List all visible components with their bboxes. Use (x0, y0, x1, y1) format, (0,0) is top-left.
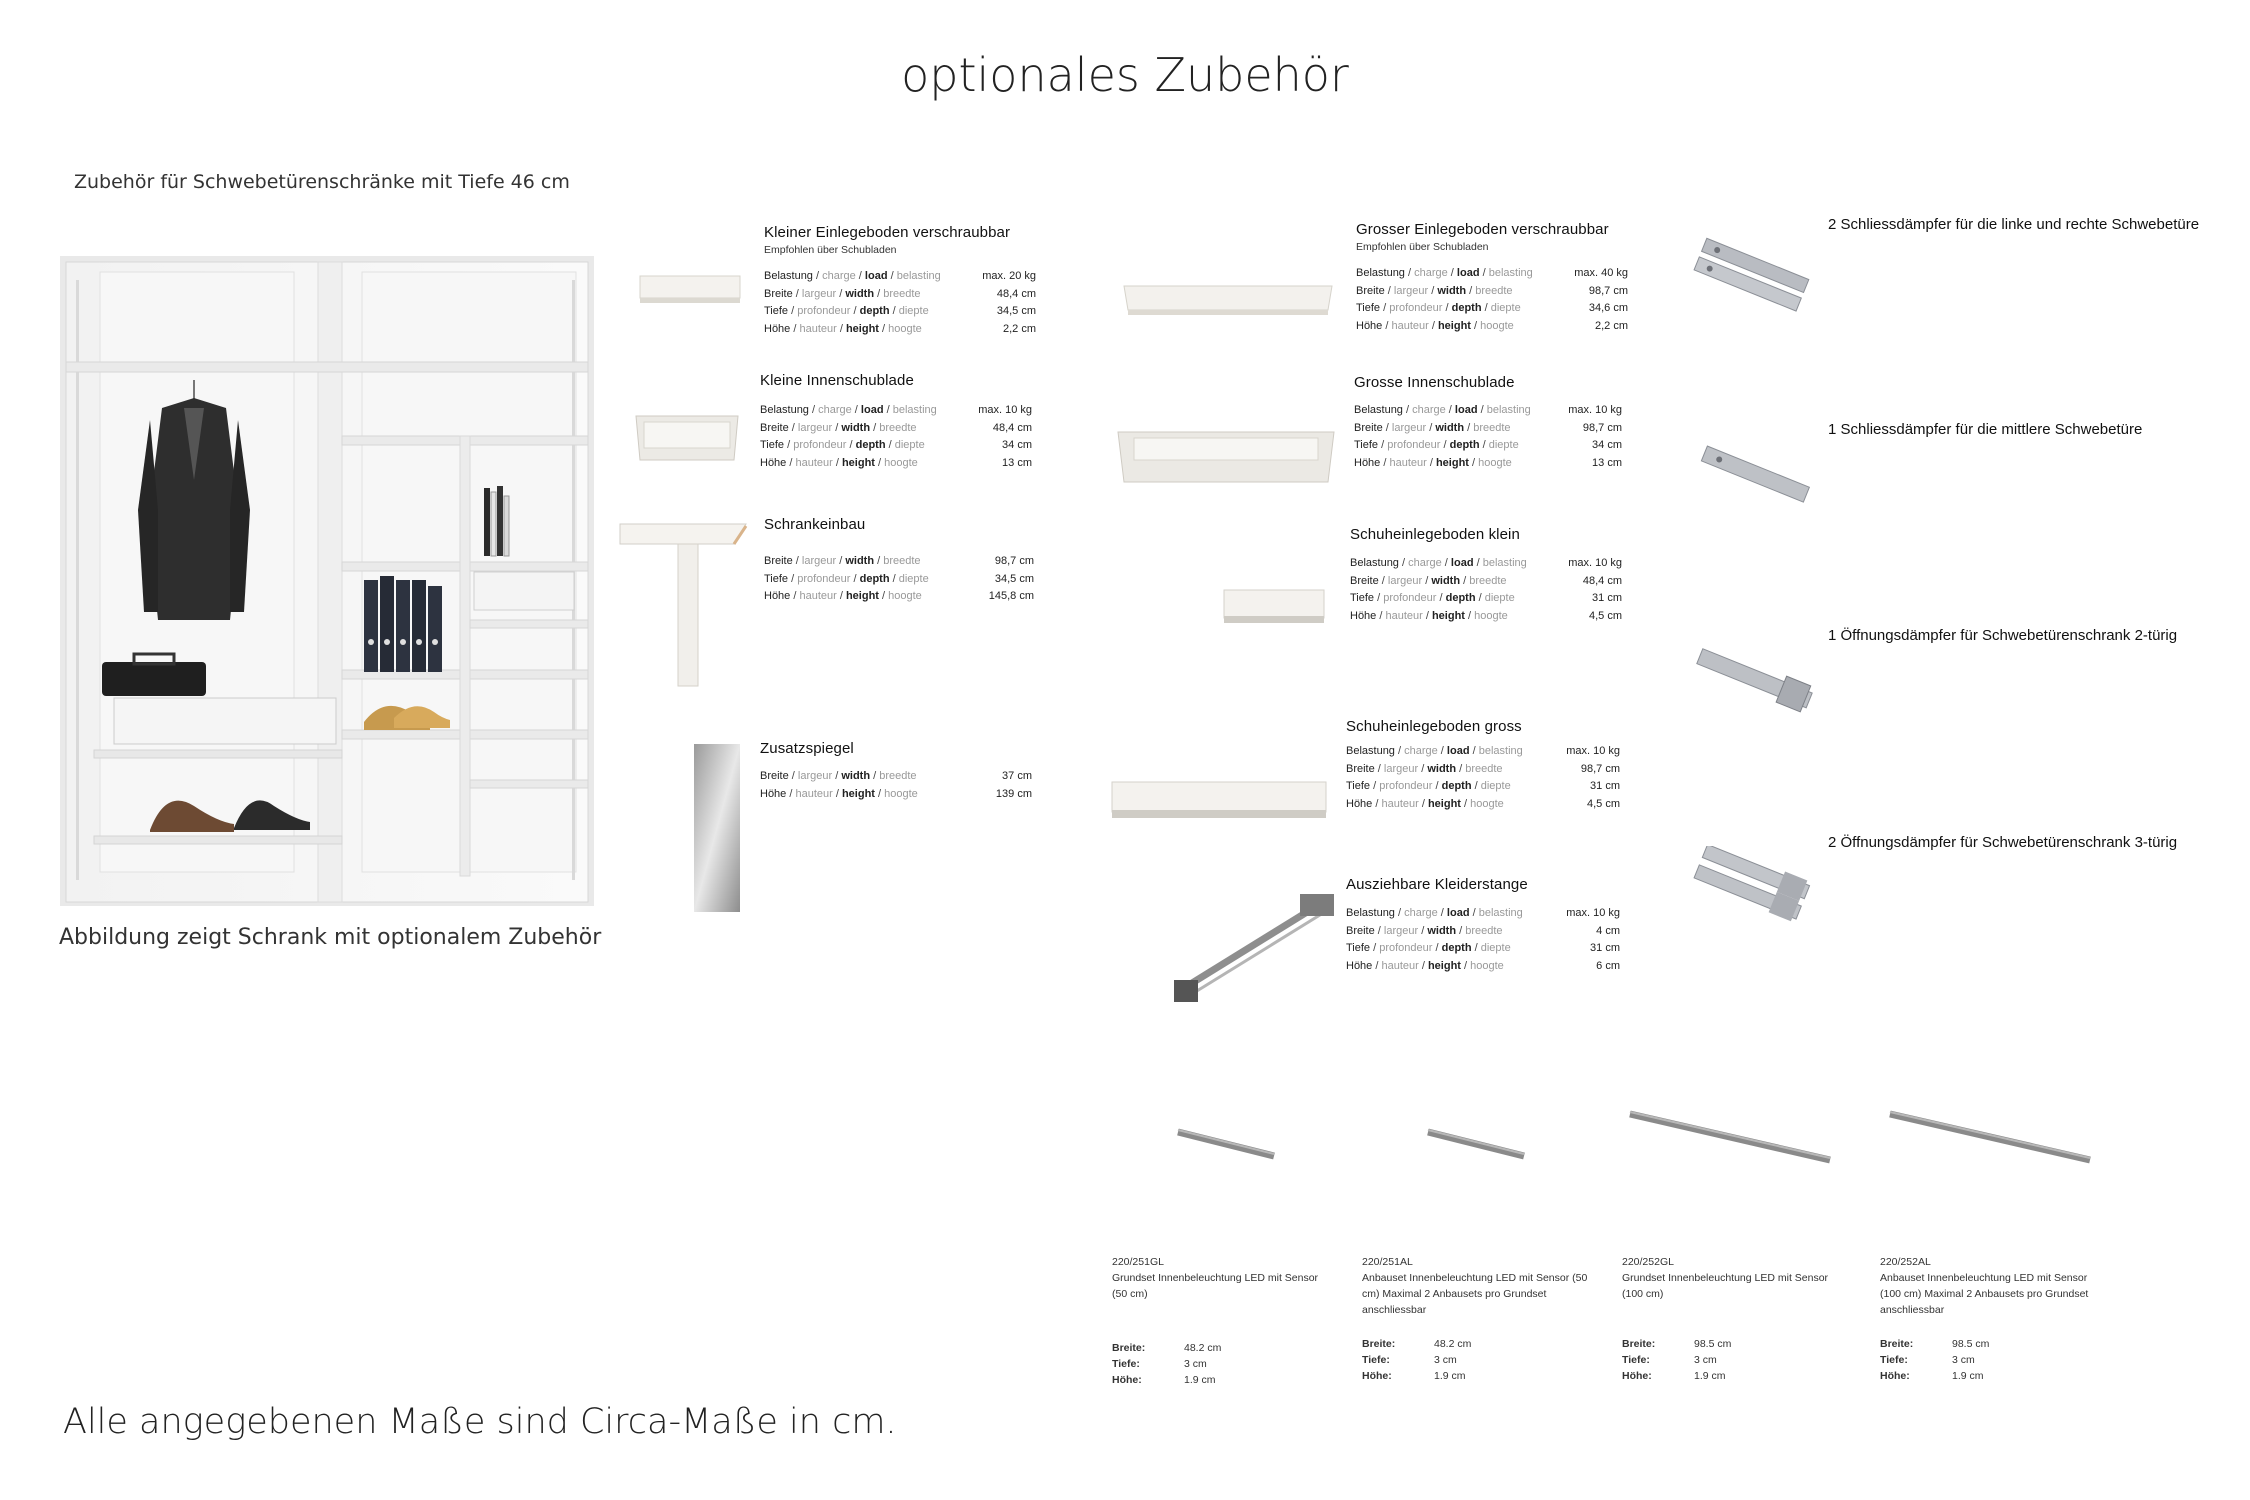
width-value: 98,7 cm (1580, 762, 1620, 775)
width-label: Breite / largeur / width / breedte (1346, 924, 1503, 937)
image-caption: Abbildung zeigt Schrank mit optionalem Zubehör (59, 925, 602, 950)
item-name: Ausziehbare Kleiderstange (1346, 876, 1528, 893)
width-label: Breite / largeur / width / breedte (760, 770, 917, 782)
large-drawer-spec (1354, 374, 1622, 472)
item-name: Grosse Innenschublade (1354, 374, 1515, 391)
depth-label: Tiefe / profondeur / depth / diepte (1346, 942, 1511, 954)
load-label: Belastung / charge / load / belasting (1346, 907, 1523, 919)
depth-value: 34 cm (1592, 439, 1622, 451)
width-value: 37 cm (1002, 770, 1032, 782)
rail-spec (1346, 876, 1620, 975)
load-value: max. 10 kg (1568, 557, 1622, 569)
height-value: 6 cm (1596, 959, 1620, 972)
width-label: Breite / largeur / width / breedte (760, 421, 917, 434)
height-label: Höhe / hauteur / height / hoogte (1346, 959, 1504, 972)
height-label: Höhe: (1112, 1374, 1142, 1386)
depth-label: Tiefe / profondeur / depth / diepte (1346, 780, 1511, 792)
footer-note: Alle angegebenen Maße sind Circa-Maße in cm. (63, 1402, 897, 1442)
width-value: 98,7 cm (994, 555, 1034, 567)
led-description: Anbauset Innenbeleuchtung LED mit Sensor (50 cm) Maximal 2 Anbausets pro Grundset anschliessbar (1362, 1272, 1588, 1316)
shoe-small-spec (1350, 526, 1622, 625)
rail-image (1170, 880, 1340, 1010)
load-value: max. 10 kg (1566, 907, 1620, 919)
height-value: 1.9 cm (1434, 1370, 1466, 1382)
led-code: 220/252AL (1880, 1256, 1931, 1268)
height-value: 13 cm (1002, 456, 1032, 469)
height-label: Höhe: (1622, 1370, 1652, 1382)
width-label: Breite: (1880, 1338, 1914, 1350)
depth-value: 3 cm (1952, 1354, 1975, 1366)
item-name: Kleine Innenschublade (760, 372, 914, 389)
width-label: Breite / largeur / width / breedte (1346, 762, 1503, 775)
depth-label: Tiefe / profondeur / depth / diepte (764, 572, 929, 585)
load-label: Belastung / charge / load / belasting (764, 270, 941, 282)
height-value: 1.9 cm (1952, 1370, 1984, 1382)
load-label: Belastung / charge / load / belasting (1346, 745, 1523, 757)
width-value: 48,4 cm (992, 421, 1032, 434)
width-value: 98,7 cm (1588, 284, 1628, 297)
depth-value: 34,6 cm (1588, 302, 1628, 314)
led-bar-image-1 (1172, 1124, 1282, 1164)
small-drawer-image (630, 408, 744, 468)
led-code: 220/252GL (1622, 1256, 1674, 1268)
width-value: 98.5 cm (1694, 1338, 1732, 1350)
damper-label-2: 1 Schliessdämpfer für die mittlere Schwebetüre (1828, 421, 2143, 438)
depth-label: Tiefe: (1112, 1358, 1140, 1370)
height-value: 2,2 cm (1002, 322, 1036, 335)
depth-value: 3 cm (1434, 1354, 1457, 1366)
led-item-3 (1622, 1256, 1848, 1384)
depth-value: 31 cm (1590, 942, 1620, 954)
mirror-spec (760, 740, 1032, 803)
width-label: Breite: (1362, 1338, 1396, 1350)
width-label: Breite / largeur / width / breedte (1354, 421, 1511, 434)
item-recommendation: Empfohlen über Schubladen (764, 244, 897, 256)
damper-image-1 (1686, 236, 1818, 316)
item-name: Schuheinlegeboden klein (1350, 526, 1520, 543)
depth-value: 3 cm (1184, 1358, 1207, 1370)
depth-value: 34,5 cm (994, 572, 1034, 585)
depth-value: 3 cm (1694, 1354, 1717, 1366)
insert-spec (764, 516, 1034, 606)
height-label: Höhe / hauteur / height / hoogte (764, 322, 922, 335)
width-label: Breite: (1112, 1342, 1146, 1354)
width-value: 48.2 cm (1184, 1342, 1222, 1354)
width-value: 48.2 cm (1434, 1338, 1472, 1350)
damper-image-4 (1686, 846, 1818, 922)
led-code: 220/251GL (1112, 1256, 1164, 1268)
damper-label-3: 1 Öffnungsdämpfer für Schwebetürenschrank 2-türig (1828, 627, 2178, 644)
led-description: Grundset Innenbeleuchtung LED mit Sensor (100 cm) (1622, 1272, 1829, 1300)
height-value: 145,8 cm (988, 590, 1034, 602)
wardrobe-image (54, 250, 600, 910)
led-item-4 (1880, 1256, 2106, 1384)
height-value: 1.9 cm (1184, 1374, 1216, 1386)
depth-value: 31 cm (1590, 780, 1620, 792)
item-name: Kleiner Einlegeboden verschraubbar (764, 224, 1011, 241)
led-item-2 (1362, 1256, 1588, 1384)
height-label: Höhe / hauteur / height / hoogte (1354, 456, 1512, 469)
load-label: Belastung / charge / load / belasting (1350, 557, 1527, 569)
depth-label: Tiefe: (1622, 1354, 1650, 1366)
item-name: Schuheinlegeboden gross (1346, 718, 1522, 735)
height-value: 139 cm (995, 787, 1032, 800)
height-value: 13 cm (1592, 456, 1622, 469)
load-label: Belastung / charge / load / belasting (1356, 267, 1533, 279)
height-label: Höhe / hauteur / height / hoogte (1350, 609, 1508, 622)
width-value: 48,4 cm (1582, 574, 1622, 587)
small-drawer-spec (760, 372, 1032, 472)
damper-image-3 (1686, 642, 1820, 722)
item-recommendation: Empfohlen über Schubladen (1356, 241, 1489, 253)
depth-label: Tiefe / profondeur / depth / diepte (1350, 592, 1515, 604)
width-label: Breite / largeur / width / breedte (1356, 284, 1513, 297)
height-label: Höhe / hauteur / height / hoogte (760, 456, 918, 469)
width-label: Breite: (1622, 1338, 1656, 1350)
small-shelf-spec (764, 224, 1036, 338)
width-label: Breite / largeur / width / breedte (764, 287, 921, 300)
width-label: Breite / largeur / width / breedte (1350, 574, 1507, 587)
insert-image (616, 520, 750, 690)
damper-label-4: 2 Öffnungsdämpfer für Schwebetürenschrank 3-türig (1828, 834, 2178, 851)
width-label: Breite / largeur / width / breedte (764, 555, 921, 567)
led-item-1 (1112, 1256, 1332, 1388)
height-value: 1.9 cm (1694, 1370, 1726, 1382)
load-value: max. 10 kg (1568, 404, 1622, 416)
depth-label: Tiefe: (1880, 1354, 1908, 1366)
led-bar-image-3 (1624, 1106, 1838, 1168)
depth-value: 34,5 cm (996, 305, 1036, 317)
depth-label: Tiefe / profondeur / depth / diepte (760, 439, 925, 451)
height-value: 4,5 cm (1588, 609, 1622, 622)
page-subtitle: Zubehör für Schwebetürenschränke mit Tiefe 46 cm (74, 171, 570, 193)
height-value: 2,2 cm (1594, 319, 1628, 332)
height-value: 4,5 cm (1586, 797, 1620, 810)
large-shelf-spec (1356, 221, 1628, 335)
shoe-small-image (1218, 584, 1330, 628)
shoe-large-spec (1346, 718, 1620, 813)
width-value: 98,7 cm (1582, 421, 1622, 434)
large-drawer-image (1114, 424, 1338, 488)
load-value: max. 40 kg (1574, 267, 1628, 279)
depth-label: Tiefe / profondeur / depth / diepte (1356, 302, 1521, 314)
mirror-image (694, 744, 740, 912)
depth-label: Tiefe / profondeur / depth / diepte (1354, 439, 1519, 451)
load-label: Belastung / charge / load / belasting (1354, 404, 1531, 416)
shoe-large-image (1106, 776, 1332, 824)
height-label: Höhe / hauteur / height / hoogte (760, 787, 918, 800)
damper-image-2 (1690, 440, 1820, 510)
damper-label-1: 2 Schliessdämpfer für die linke und rechte Schwebetüre (1828, 216, 2200, 233)
height-label: Höhe / hauteur / height / hoogte (1356, 319, 1514, 332)
load-value: max. 20 kg (982, 270, 1036, 282)
small-shelf-image (636, 272, 744, 306)
width-value: 98.5 cm (1952, 1338, 1990, 1350)
led-description: Grundset Innenbeleuchtung LED mit Sensor (50 cm) (1112, 1272, 1319, 1300)
led-code: 220/251AL (1362, 1256, 1413, 1268)
height-label: Höhe: (1880, 1370, 1910, 1382)
width-value: 4 cm (1596, 924, 1620, 937)
item-name: Schrankeinbau (764, 516, 866, 533)
depth-value: 31 cm (1592, 592, 1622, 604)
led-bar-image-2 (1422, 1124, 1532, 1164)
page-title: optionales Zubehör (901, 48, 1349, 102)
height-label: Höhe: (1362, 1370, 1392, 1382)
height-label: Höhe / hauteur / height / hoogte (1346, 797, 1504, 810)
load-value: max. 10 kg (1566, 745, 1620, 757)
depth-label: Tiefe: (1362, 1354, 1390, 1366)
load-label: Belastung / charge / load / belasting (760, 404, 937, 416)
load-value: max. 10 kg (978, 404, 1032, 416)
item-name: Zusatzspiegel (760, 740, 854, 757)
height-label: Höhe / hauteur / height / hoogte (764, 590, 922, 602)
width-value: 48,4 cm (996, 287, 1036, 300)
depth-value: 34 cm (1002, 439, 1032, 451)
led-description: Anbauset Innenbeleuchtung LED mit Sensor (100 cm) Maximal 2 Anbausets pro Grundset anschliessbar (1880, 1272, 2089, 1316)
led-bar-image-4 (1884, 1106, 2098, 1168)
item-name: Grosser Einlegeboden verschraubbar (1356, 221, 1609, 238)
large-shelf-image (1118, 280, 1338, 320)
depth-label: Tiefe / profondeur / depth / diepte (764, 305, 929, 317)
